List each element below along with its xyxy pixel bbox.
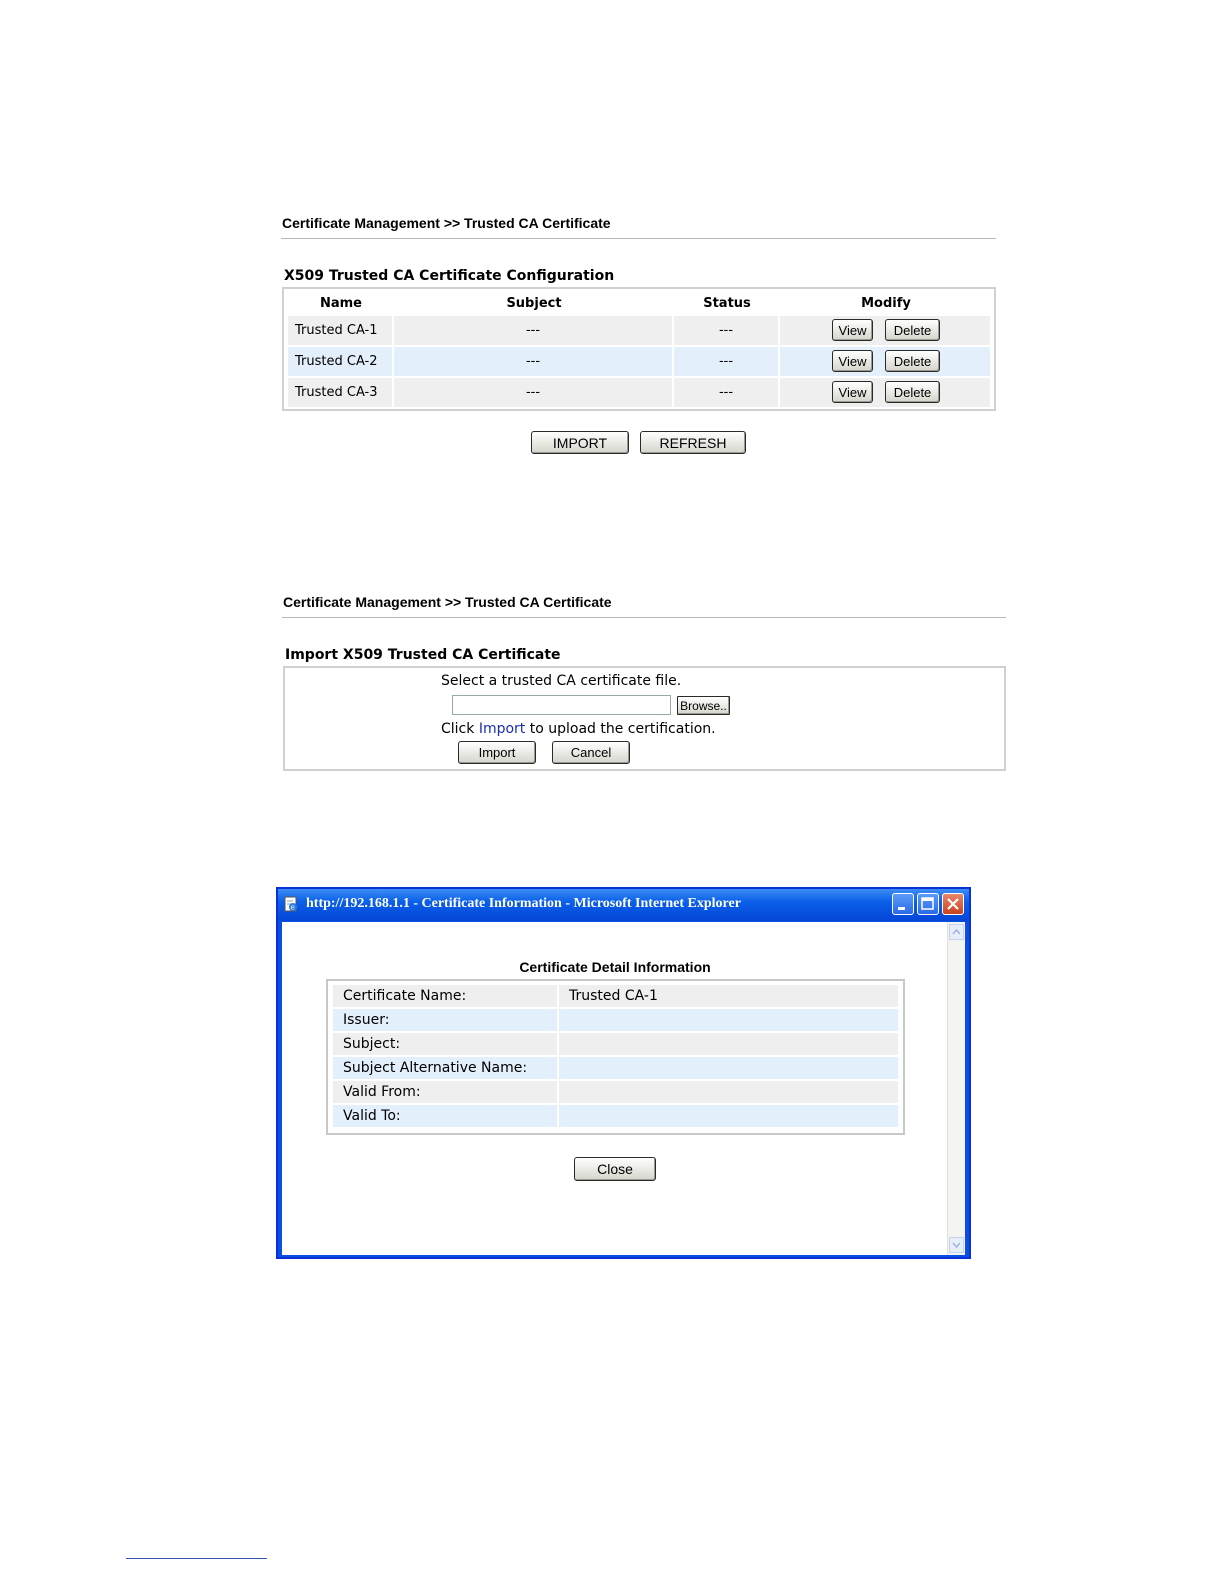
row-subject: --- bbox=[394, 347, 672, 376]
import-button[interactable]: IMPORT bbox=[531, 431, 629, 454]
row-status: --- bbox=[674, 347, 778, 376]
browse-button[interactable]: Browse.. bbox=[677, 696, 730, 715]
divider bbox=[282, 617, 1006, 618]
maximize-icon[interactable] bbox=[917, 893, 939, 915]
scroll-up-icon[interactable] bbox=[949, 924, 964, 940]
window-content bbox=[282, 922, 965, 1255]
footnote-rule bbox=[126, 1558, 267, 1559]
import-submit-button[interactable]: Import bbox=[458, 741, 536, 764]
row-subject: --- bbox=[394, 378, 672, 407]
row-status: --- bbox=[674, 378, 778, 407]
vertical-scrollbar[interactable] bbox=[947, 922, 965, 1255]
ie-page-icon bbox=[284, 896, 299, 912]
upload-hint-prefix: Click bbox=[441, 721, 479, 737]
import-instruction: Select a trusted CA certificate file. bbox=[441, 673, 682, 689]
certificate-detail-table bbox=[326, 979, 905, 1135]
certificate-info-window bbox=[276, 887, 971, 1259]
refresh-button[interactable]: REFRESH bbox=[640, 431, 746, 454]
delete-button[interactable]: Delete bbox=[885, 381, 940, 403]
column-header-modify: Modify bbox=[861, 296, 911, 311]
section-title: Import X509 Trusted CA Certificate bbox=[285, 647, 561, 663]
window-titlebar[interactable] bbox=[278, 889, 969, 921]
window-title: http://192.168.1.1 - Certificate Information - Microsoft Internet Explorer bbox=[306, 896, 741, 911]
field-label: Subject Alternative Name: bbox=[333, 1057, 557, 1079]
svg-text:e: e bbox=[290, 903, 295, 912]
import-form bbox=[283, 666, 1006, 771]
import-link[interactable]: Import bbox=[478, 721, 526, 737]
field-value bbox=[559, 1033, 898, 1055]
row-name: Trusted CA-3 bbox=[288, 378, 392, 407]
upload-hint bbox=[441, 721, 716, 737]
section-title: X509 Trusted CA Certificate Configuration bbox=[284, 268, 615, 284]
field-label: Subject: bbox=[333, 1033, 557, 1055]
minimize-icon[interactable] bbox=[892, 893, 914, 915]
file-path-input[interactable] bbox=[452, 695, 671, 715]
column-header-name: Name bbox=[319, 296, 362, 311]
view-button[interactable]: View bbox=[832, 350, 873, 372]
field-value: Trusted CA-1 bbox=[559, 985, 898, 1007]
field-value bbox=[559, 1009, 898, 1031]
field-label: Certificate Name: bbox=[333, 985, 557, 1007]
scroll-down-icon[interactable] bbox=[949, 1237, 964, 1253]
trusted-ca-table bbox=[282, 287, 996, 411]
row-name: Trusted CA-1 bbox=[288, 316, 392, 345]
view-button[interactable]: View bbox=[832, 381, 873, 403]
row-subject: --- bbox=[394, 316, 672, 345]
detail-heading: Certificate Detail Information bbox=[519, 959, 711, 975]
divider bbox=[281, 238, 996, 239]
column-header-subject: Subject bbox=[506, 296, 562, 311]
close-icon[interactable] bbox=[942, 893, 964, 915]
field-label: Issuer: bbox=[333, 1009, 557, 1031]
field-value bbox=[559, 1057, 898, 1079]
row-status: --- bbox=[674, 316, 778, 345]
field-value bbox=[559, 1105, 898, 1127]
breadcrumb: Certificate Management >> Trusted CA Certificate bbox=[282, 215, 611, 231]
field-label: Valid To: bbox=[333, 1105, 557, 1127]
delete-button[interactable]: Delete bbox=[885, 319, 940, 341]
cancel-button[interactable]: Cancel bbox=[552, 741, 630, 764]
column-header-status: Status bbox=[703, 296, 751, 311]
field-value bbox=[559, 1081, 898, 1103]
delete-button[interactable]: Delete bbox=[885, 350, 940, 372]
breadcrumb: Certificate Management >> Trusted CA Certificate bbox=[283, 594, 612, 610]
close-button[interactable]: Close bbox=[574, 1157, 656, 1181]
row-name: Trusted CA-2 bbox=[288, 347, 392, 376]
upload-hint-suffix: to upload the certification. bbox=[525, 721, 716, 737]
view-button[interactable]: View bbox=[832, 319, 873, 341]
field-label: Valid From: bbox=[333, 1081, 557, 1103]
